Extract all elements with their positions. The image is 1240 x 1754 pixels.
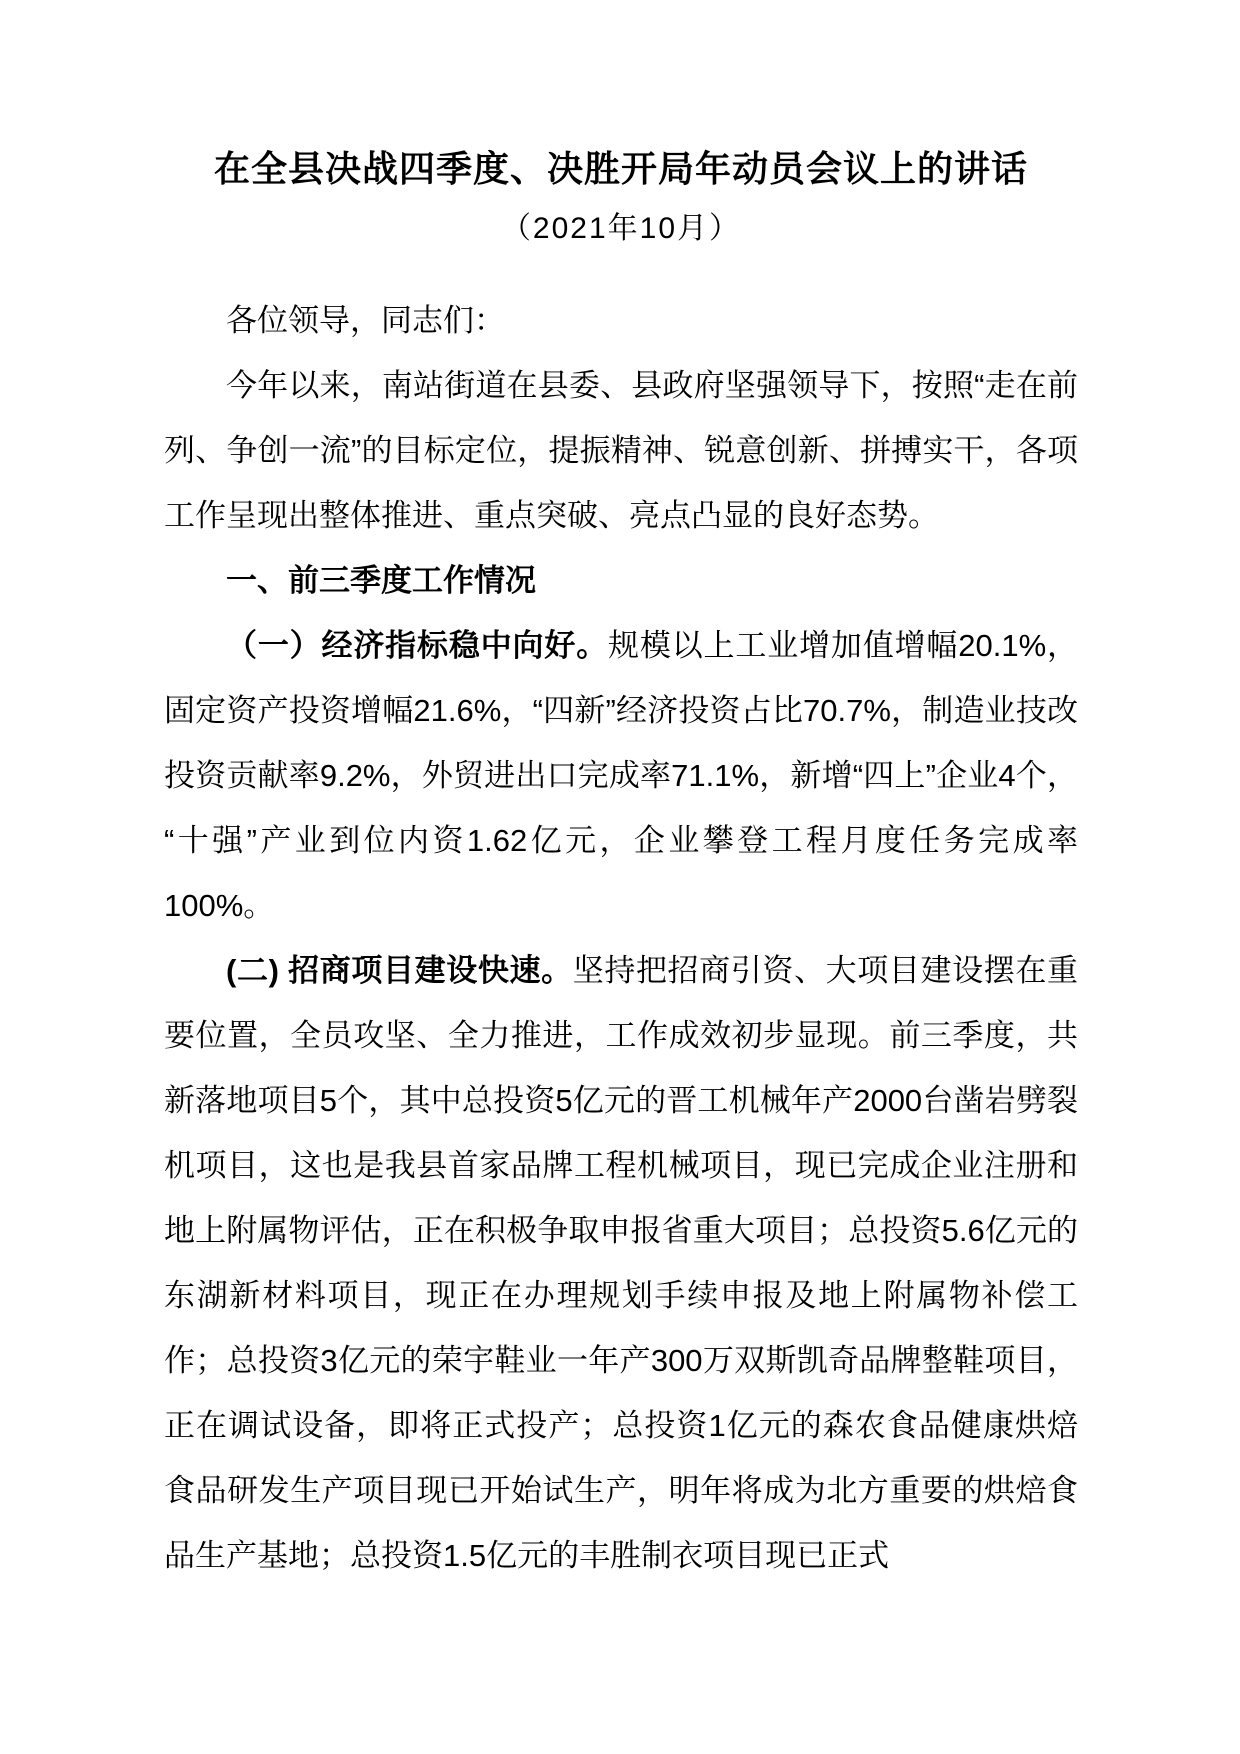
document-title: 在全县决战四季度、决胜开局年动员会议上的讲话 bbox=[213, 148, 1028, 189]
document-date: （2021年10月） bbox=[500, 212, 742, 245]
paragraph-text-investment-projects: 坚持把招商引资、大项目建设摆在重要位置，全员攻坚、全力推进，工作成效初步显现。前三季度，共新落地项目5个，其中总投资5亿元的晋工机械年产2000台凿岩劈裂机项目，这也是我县首家品牌工程机械项目，现已完成企业注册和地上附属物评估，正在积极争取申报省重大项目；总投资5.6亿元的东湖新材料项目，现正在办理规划手续申报及地上附属物补偿工作；总投资3亿元的荣宇鞋业一年产300万双斯凯奇品牌整鞋项目，正在调试设备，即将正式投产；总投资1亿元的森农食品健康烘焙食品研发生产项目现已开始试生产，明年将成为北方重要的烘焙食品生产基地；总投资1.5亿元的丰胜制衣项目现已正式 bbox=[164, 953, 1078, 1573]
paragraph-economic-indicators bbox=[164, 613, 1078, 938]
document-body bbox=[164, 288, 1078, 1588]
paragraph-investment-projects bbox=[164, 938, 1078, 1588]
paragraph-text-economic-indicators: 规模以上工业增加值增幅20.1%，固定资产投资增幅21.6%，“四新”经济投资占比70.7%，制造业技改投资贡献率9.2%，外贸进出口完成率71.1%，新增“四上”企业4个，“十强”产业到位内资1.62亿元，企业攀登工程月度任务完成率100%。 bbox=[164, 628, 1078, 923]
intro-paragraph: 今年以来，南站街道在县委、县政府坚强领导下，按照“走在前列、争创一流”的目标定位，提振精神、锐意创新、拼搏实干，各项工作呈现出整体推进、重点突破、亮点凸显的良好态势。 bbox=[164, 368, 1078, 533]
paragraph-lead-investment-projects: (二) 招商项目建设快速。 bbox=[226, 953, 573, 988]
paragraph-lead-economic-indicators: （一）经济指标稳中向好。 bbox=[226, 628, 609, 663]
section-heading-q3-work: 一、前三季度工作情况 bbox=[226, 563, 536, 598]
salutation: 各位领导，同志们： bbox=[226, 303, 505, 338]
